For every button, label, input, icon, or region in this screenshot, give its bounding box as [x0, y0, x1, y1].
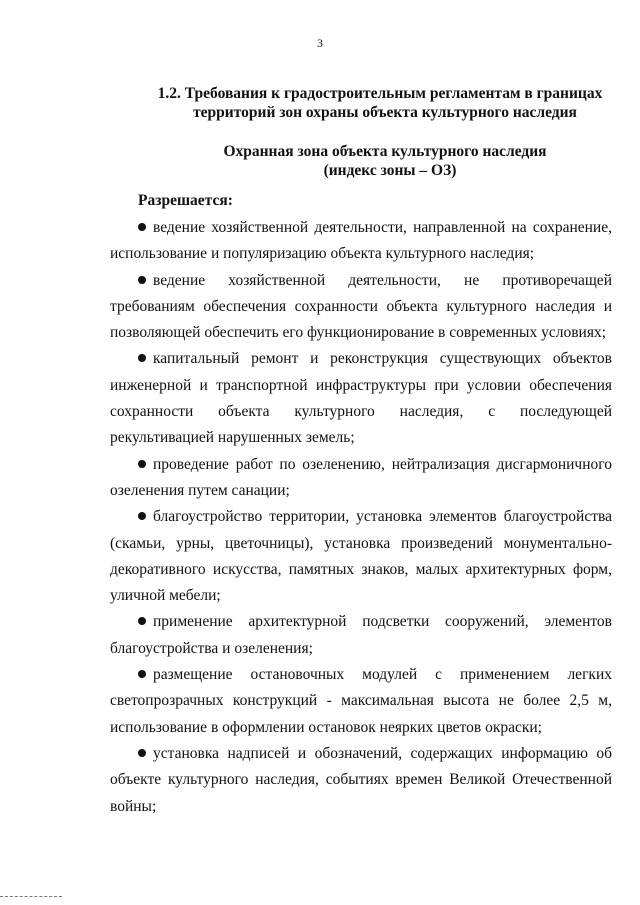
list-item — [110, 346, 612, 451]
list-item-text: ведение хозяйственной деятельности, не противоречащей требованиям обеспечения сохранности объекта культурного наследия и позволяющей обеспечить его функционирование в современных условиях; — [110, 271, 612, 342]
bullet-icon — [138, 749, 146, 757]
bullet-icon — [138, 512, 146, 520]
allowed-items-list — [110, 215, 612, 820]
zone-title — [150, 142, 610, 180]
footer-rule — [0, 896, 62, 897]
bullet-icon — [138, 617, 146, 625]
bullet-icon — [138, 223, 146, 231]
bullet-icon — [138, 276, 146, 284]
list-item-text: благоустройство территории, установка элементов благоустройства (скамьи, урны, цветочницы), установка произведений монументально-декоративного искусства, памятных знаков, малых архитектурных форм, уличной мебели; — [110, 508, 612, 605]
list-item-text: размещение остановочных модулей с применением легких светопрозрачных конструкций - максимальная высота не более 2,5 м, использование в оформлении остановок неярких цветов окраски; — [110, 666, 612, 736]
list-item-text: ведение хозяйственной деятельности, направленной на сохранение, использование и популяризацию объекта культурного наследия; — [110, 219, 612, 263]
bullet-icon — [138, 670, 146, 678]
zone-title-line2: (индекс зоны – ОЗ) — [323, 162, 457, 179]
section-heading-line2: территорий зон охраны объекта культурного наследия — [193, 104, 577, 121]
list-item — [110, 609, 612, 662]
bullet-icon — [138, 354, 146, 362]
bullet-icon — [138, 460, 146, 468]
list-item-text: проведение работ по озеленению, нейтрализация дисгармоничного озеленения путем санации; — [110, 455, 612, 499]
section-heading-line1: 1.2. Требования к градостроительным регламентам в границах — [157, 85, 603, 102]
section-heading — [150, 84, 610, 122]
list-item — [110, 215, 612, 268]
zone-title-line1: Охранная зона объекта культурного наследия — [223, 143, 547, 160]
list-item — [110, 504, 612, 609]
allowed-heading: Разрешается: — [138, 192, 233, 209]
page-number: 3 — [317, 36, 323, 50]
list-item — [110, 662, 612, 741]
list-item-text: капитальный ремонт и реконструкция существующих объектов инженерной и транспортной инфраструктуры при условии обеспечения сохранности объекта культурного наследия, с последующей рекультивацией нарушенных земель; — [110, 350, 612, 447]
list-item-text: применение архитектурной подсветки сооружений, элементов благоустройства и озеленения; — [110, 613, 612, 657]
list-item — [110, 452, 612, 505]
list-item — [110, 268, 612, 347]
list-item-text: установка надписей и обозначений, содержащих информацию об объекте культурного наследия, событиях времен Великой Отечественной войны; — [110, 744, 612, 815]
list-item — [110, 741, 612, 820]
